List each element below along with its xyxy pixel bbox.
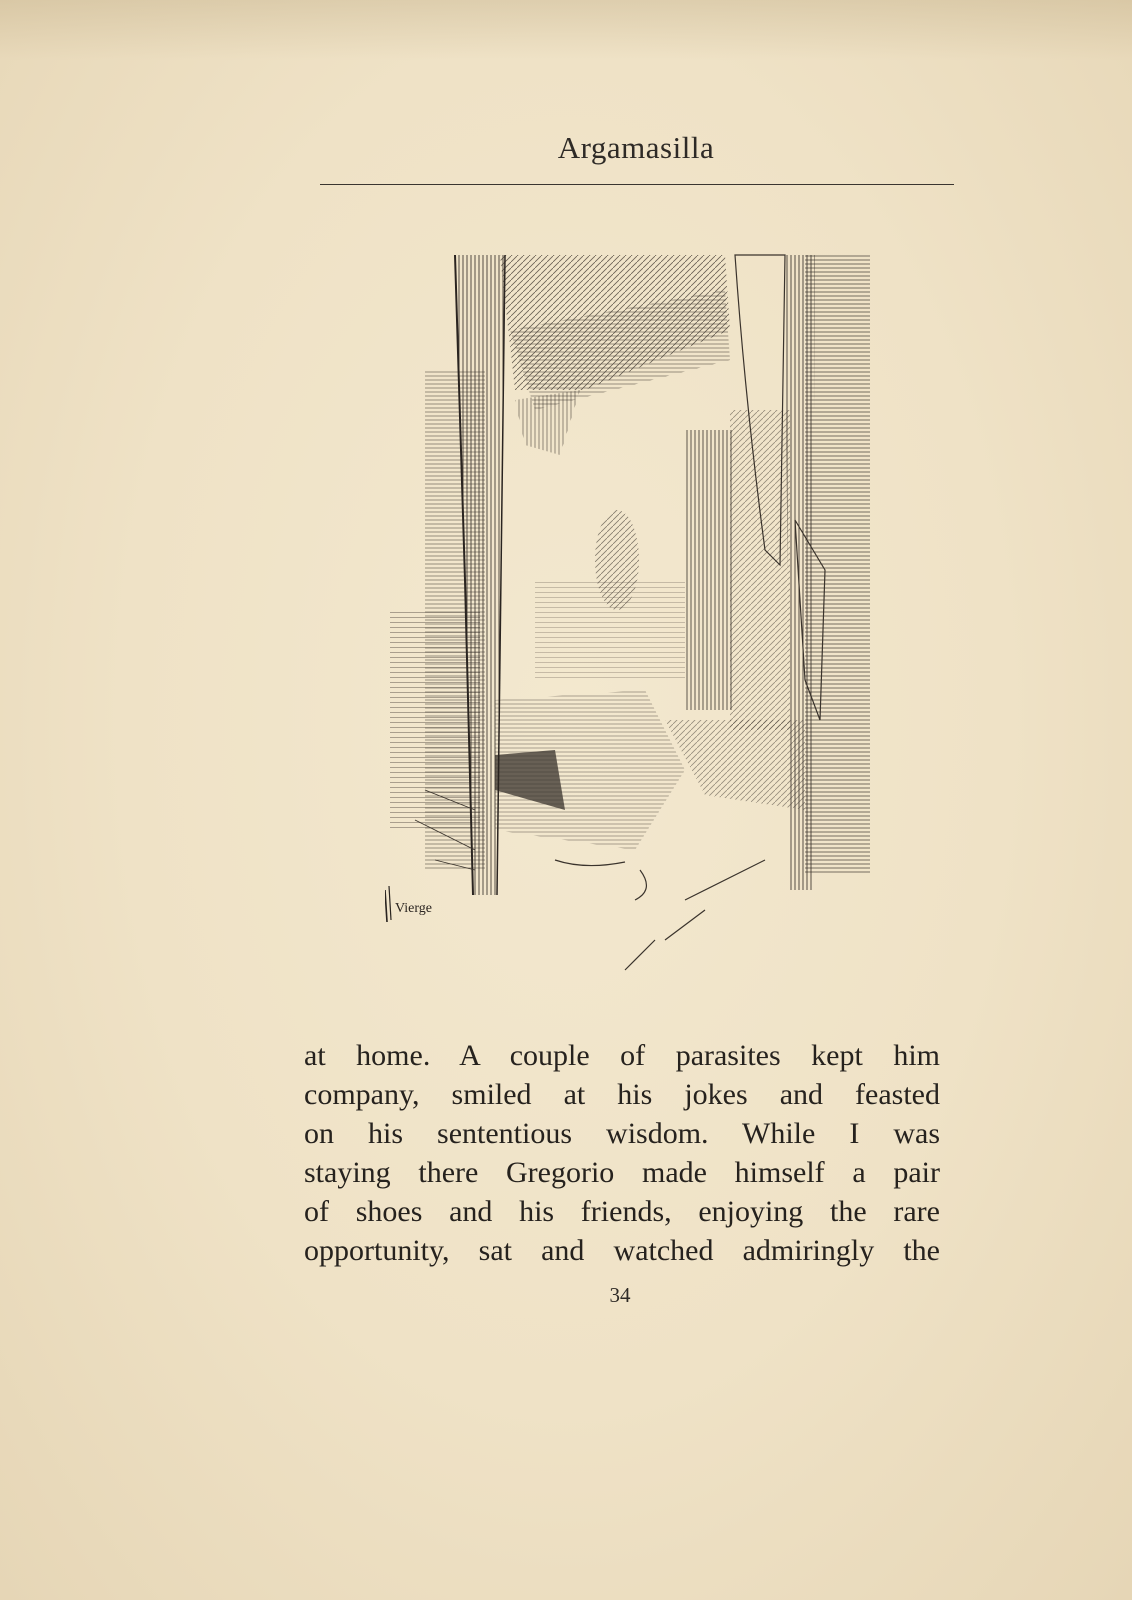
page-number: 34 xyxy=(609,1283,631,1307)
etching-illustration xyxy=(385,250,885,995)
text-line: of shoes and his friends, enjoying the rare xyxy=(304,1195,940,1228)
text-line: on his sententious wisdom. While I was xyxy=(304,1117,940,1150)
running-head: Argamasilla xyxy=(557,130,715,165)
header-rule xyxy=(320,184,954,185)
body-text xyxy=(304,1036,940,1270)
text-line: opportunity, sat and watched admiringly the xyxy=(304,1234,940,1267)
text-line: staying there Gregorio made himself a pair xyxy=(304,1156,940,1189)
text-line: at home. A couple of parasites kept him xyxy=(304,1039,940,1072)
artist-signature xyxy=(385,886,432,922)
signature-text: Vierge xyxy=(395,901,432,916)
text-line: company, smiled at his jokes and feasted xyxy=(304,1078,940,1111)
